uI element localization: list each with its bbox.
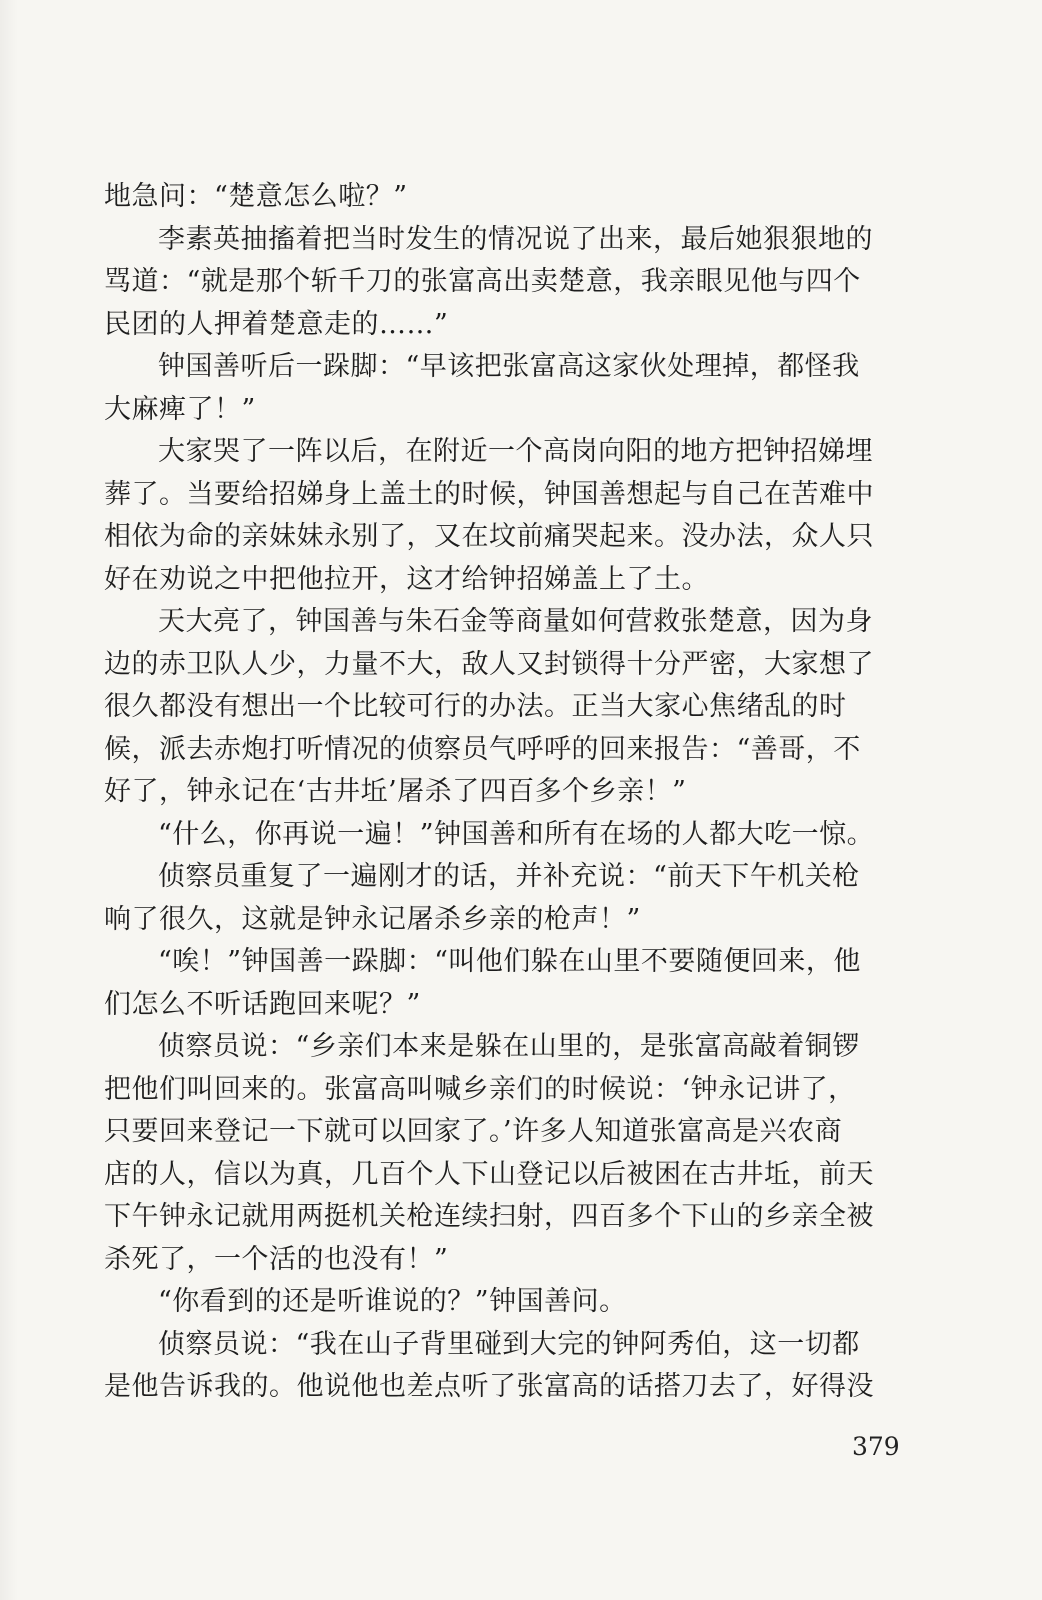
text-line: 葬了。当要给招娣身上盖土的时候，钟国善想起与自己在苦难中 xyxy=(104,478,874,510)
text-line: 大麻痺了！” xyxy=(104,393,256,425)
text-line: 侦察员说：“乡亲们本来是躲在山里的，是张富高敲着铜锣 xyxy=(158,1031,860,1062)
text-line: 李素英抽搐着把当时发生的情况说了出来，最后她狠狠地的 xyxy=(158,223,873,255)
text-line: 把他们叫回来的。张富高叫喊乡亲们的时候说：‘钟永记讲了， xyxy=(104,1073,856,1105)
page-number: 379 xyxy=(852,1432,900,1461)
text-line: 好在劝说之中把他拉开，这才给钟招娣盖上了土。 xyxy=(104,563,709,595)
text-line: 民团的人押着楚意走的……” xyxy=(104,308,449,340)
text-line: 是他告诉我的。他说他也差点听了张富高的话搭刀去了，好得没 xyxy=(104,1371,874,1402)
text-line: 下午钟永记就用两挺机关枪连续扫射，四百多个下山的乡亲全被 xyxy=(104,1201,874,1232)
text-line: 边的赤卫队人少，力量不大，敌人又封锁得十分严密，大家想了 xyxy=(104,648,874,680)
text-line: 侦察员重复了一遍刚才的话，并补充说：“前天下午机关枪 xyxy=(158,861,860,892)
text-line: 地急问：“楚意怎么啦？” xyxy=(104,181,408,212)
text-line: 好了，钟永记在‘古井坵’屠杀了四百多个乡亲！” xyxy=(104,776,687,807)
text-line: 候，派去赤炮打听情况的侦察员气呼呼的回来报告：“善哥，不 xyxy=(104,733,861,765)
text-line: 骂道：“就是那个斩千刀的张富高出卖楚意，我亲眼见他与四个 xyxy=(104,266,861,297)
text-line: 相依为命的亲妹妹永别了，又在坟前痛哭起来。没办法，众人只 xyxy=(104,521,874,552)
text-line: 杀死了，一个活的也没有！” xyxy=(104,1243,449,1275)
text-line: 大家哭了一阵以后，在附近一个高岗向阳的地方把钟招娣埋 xyxy=(158,436,873,467)
text-line: 侦察员说：“我在山子背里碰到大完的钟阿秀伯，这一切都 xyxy=(158,1328,860,1360)
text-line: 很久都没有想出一个比较可行的办法。正当大家心焦绪乱的时 xyxy=(104,691,847,722)
text-line: 们怎么不听话跑回来呢？” xyxy=(104,988,421,1020)
text-line: 钟国善听后一跺脚：“早该把张富高这家伙处理掉，都怪我 xyxy=(158,351,860,382)
text-line: 响了很久，这就是钟永记屠杀乡亲的枪声！” xyxy=(104,903,641,935)
text-line: “唉！”钟国善一跺脚：“叫他们躲在山里不要随便回来，他 xyxy=(158,946,861,977)
text-line: “什么，你再说一遍！”钟国善和所有在场的人都大吃一惊。 xyxy=(158,818,875,850)
body-text xyxy=(104,176,924,1409)
text-line: 店的人，信以为真，几百个人下山登记以后被困在古井坵，前天 xyxy=(104,1158,874,1190)
text-line: 天大亮了，钟国善与朱石金等商量如何营救张楚意，因为身 xyxy=(158,606,873,637)
text-line: 只要回来登记一下就可以回家了。’许多人知道张富高是兴农商 xyxy=(104,1116,843,1147)
text-line: “你看到的还是听谁说的？”钟国善问。 xyxy=(158,1286,627,1317)
